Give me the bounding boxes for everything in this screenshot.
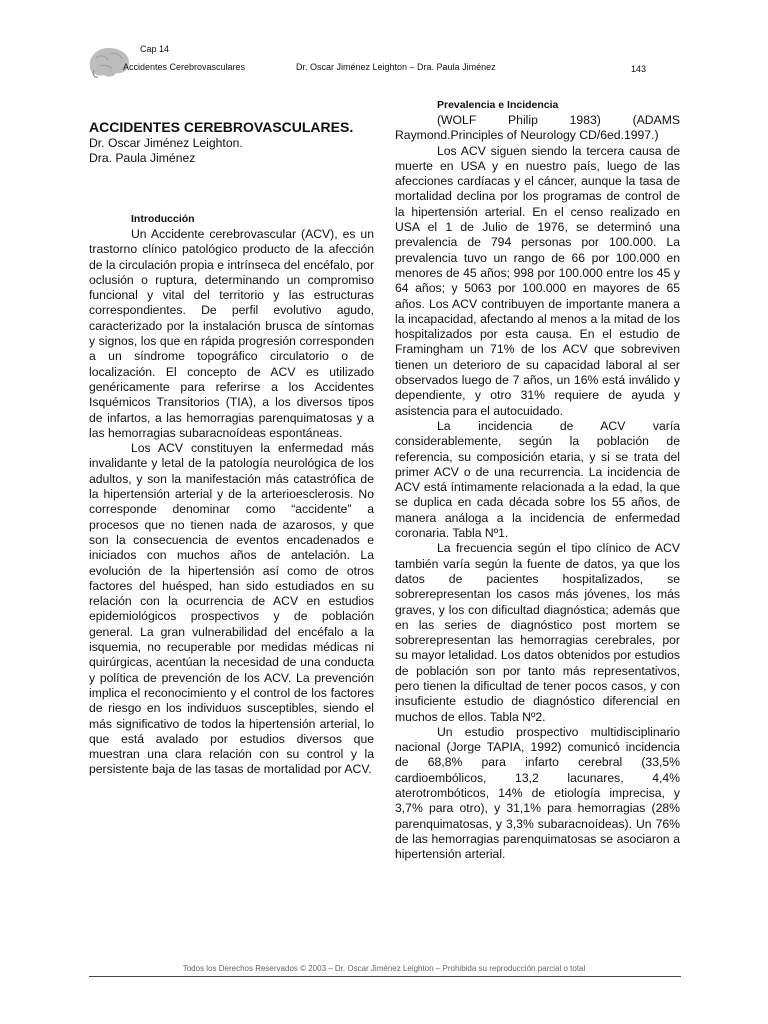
header-authors: Dr. Oscar Jiménez Leighton – Dra. Paula Jiménez — [296, 62, 496, 72]
author-2: Dra. Paula Jiménez — [89, 151, 196, 165]
prevalence-heading: Prevalencia e Incidencia — [437, 99, 559, 111]
page-number: 143 — [631, 64, 647, 74]
document-title: ACCIDENTES CEREBROVASCULARES. — [89, 119, 354, 135]
left-column — [89, 118, 374, 778]
header-cap: Cap 14 — [140, 44, 170, 54]
prevalence-paragraph-2: La incidencia de ACV varía considerablemente, según la población de referencia, su composición etaria, y si se trata del primer ACV o de una recurrencia. La incidencia de ACV está íntimamente relacionada a la edad, la que se duplica en cada década sobre los 55 años, de manera análoga a la incidencia de enfermedad coronaria. Tabla Nº1. — [395, 418, 680, 541]
footer-divider — [89, 976, 681, 977]
prevalence-paragraph-4: Un estudio prospectivo multidisciplinario nacional (Jorge TAPIA, 1992) comunicó incidencia de 68,8% para infarto cerebral (33,5% cardioembólicos, 13,2 lacunares, 4,4% aterotrombóticos, 14% de etiología imprecisa, y 3,7% para otro), y 31,1% para hemorragias (28% parenquimatosas, y 3,3% subaracnoídeas). Un 76% de las hemorragias parenquimatosas se asociaron a hipertensión arterial. — [395, 724, 680, 862]
header-chapter-title: Accidentes Cerebrovasculares — [123, 62, 246, 72]
intro-paragraph-2: Los ACV constituyen la enfermedad más invalidante y letal de la patología neurológica de los adultos, y son la manifestación más catastrófica de la hipertensión arterial y de la arterioesclerosis. No corresponde denominar como “accidente” a procesos que no tienen nada de azarosos, y que son la consecuencia de eventos encadenados e iniciados con muchos años de antelación. La evolución de la hipertensión así como de otros factores del huésped, han sido estudiados en su relación con la ocurrencia de ACV en estudios epidemiológicos prospectivos y de población general. La gran vulnerabilidad del encéfalo a la isquemia, no recuperable por medidas médicas ni quirúrgicas, acentúan la necesidad de una conducta y política de prevención de los ACV. La prevención implica el reconocimiento y el control de los factores de riesgo en los individuos susceptibles, siendo el más significativo de todos la hipertensión arterial, lo que está avalado por estudios diversos que muestran una clara relación con su control y la persistente baja de las tasas de mortalidad por ACV. — [89, 441, 374, 777]
intro-heading: Introducción — [131, 213, 195, 225]
intro-paragraph-1: Un Accidente cerebrovascular (ACV), es un trastorno clínico patológico producto de la afección de la circulación propia e intrínseca del encéfalo, por oclusión o ruptura, determinando un compromiso funcional y vital del territorio y las estructuras correspondientes. De perfil evolutivo agudo, caracterizado por la instalación brusca de síntomas y signos, los que en rápida progresión corresponden a un síndrome topográfico circulatorio o de localización. El concepto de ACV es utilizado genéricamente para referirse a los Accidentes Isquémicos Transitorios (TIA), a los diversos tipos de infartos, a las hemorragias parenquimatosas y a las hemorragias subaracnoídeas espontáneas. — [89, 227, 374, 440]
prevalence-paragraph-1: Los ACV siguen siendo la tercera causa de muerte en USA y en nuestro país, luego de las afecciones cardíacas y el cáncer, aunque la tasa de mortalidad declina por los programas de control de la hipertensión arterial. En el censo realizado en USA el 1 de Julio de 1976, se determinó una prevalencia de 794 personas por 100.000. La prevalencia tuvo un rango de 66 por 100.000 en menores de 45 años; 998 por 100.000 entre los 45 y 64 años; y 5063 por 100.000 en mayores de 65 años. Los ACV contribuyen de importante manera a la incapacidad, afectando al menos a la mitad de los hospitalizados por esta causa. En el estudio de Framingham un 71% de los ACV que sobreviven tienen un deterioro de su capacidad laboral al ser observados luego de 7 años, un 16% está inválido y dependiente, y otro 31% requiere de ayuda y asistencia para el autocuidado. — [395, 143, 680, 418]
footer-copyright: Todos los Derechos Reservados © 2003 – Dr. Oscar Jiménez Leighton – Prohibida su reproducción parcial o total — [182, 964, 586, 973]
right-column — [395, 98, 680, 863]
prevalence-paragraph-3: La frecuencia según el tipo clínico de ACV también varía según la fuente de datos, ya que los datos de pacientes hospitalizados, se sobrerepresentan los casos más jóvenes, los más graves, y los con dificultad diagnóstica; además que en las series de diagnóstico post mortem se sobrerepresentan las hemorragias cerebrales, por su mayor letalidad. Los datos obtenidos por estudios de población son por tanto más representativos, pero tienen la dificultad de tener pocos casos, y con insuficiente estudio de diagnóstico diferencial en muchos de ellos. Tabla Nº2. — [395, 541, 680, 724]
prevalence-reference: (WOLF Philip 1983) (ADAMS Raymond.Principles of Neurology CD/6ed.1997.) — [395, 113, 680, 143]
author-1: Dr. Oscar Jiménez Leighton. — [89, 136, 243, 150]
